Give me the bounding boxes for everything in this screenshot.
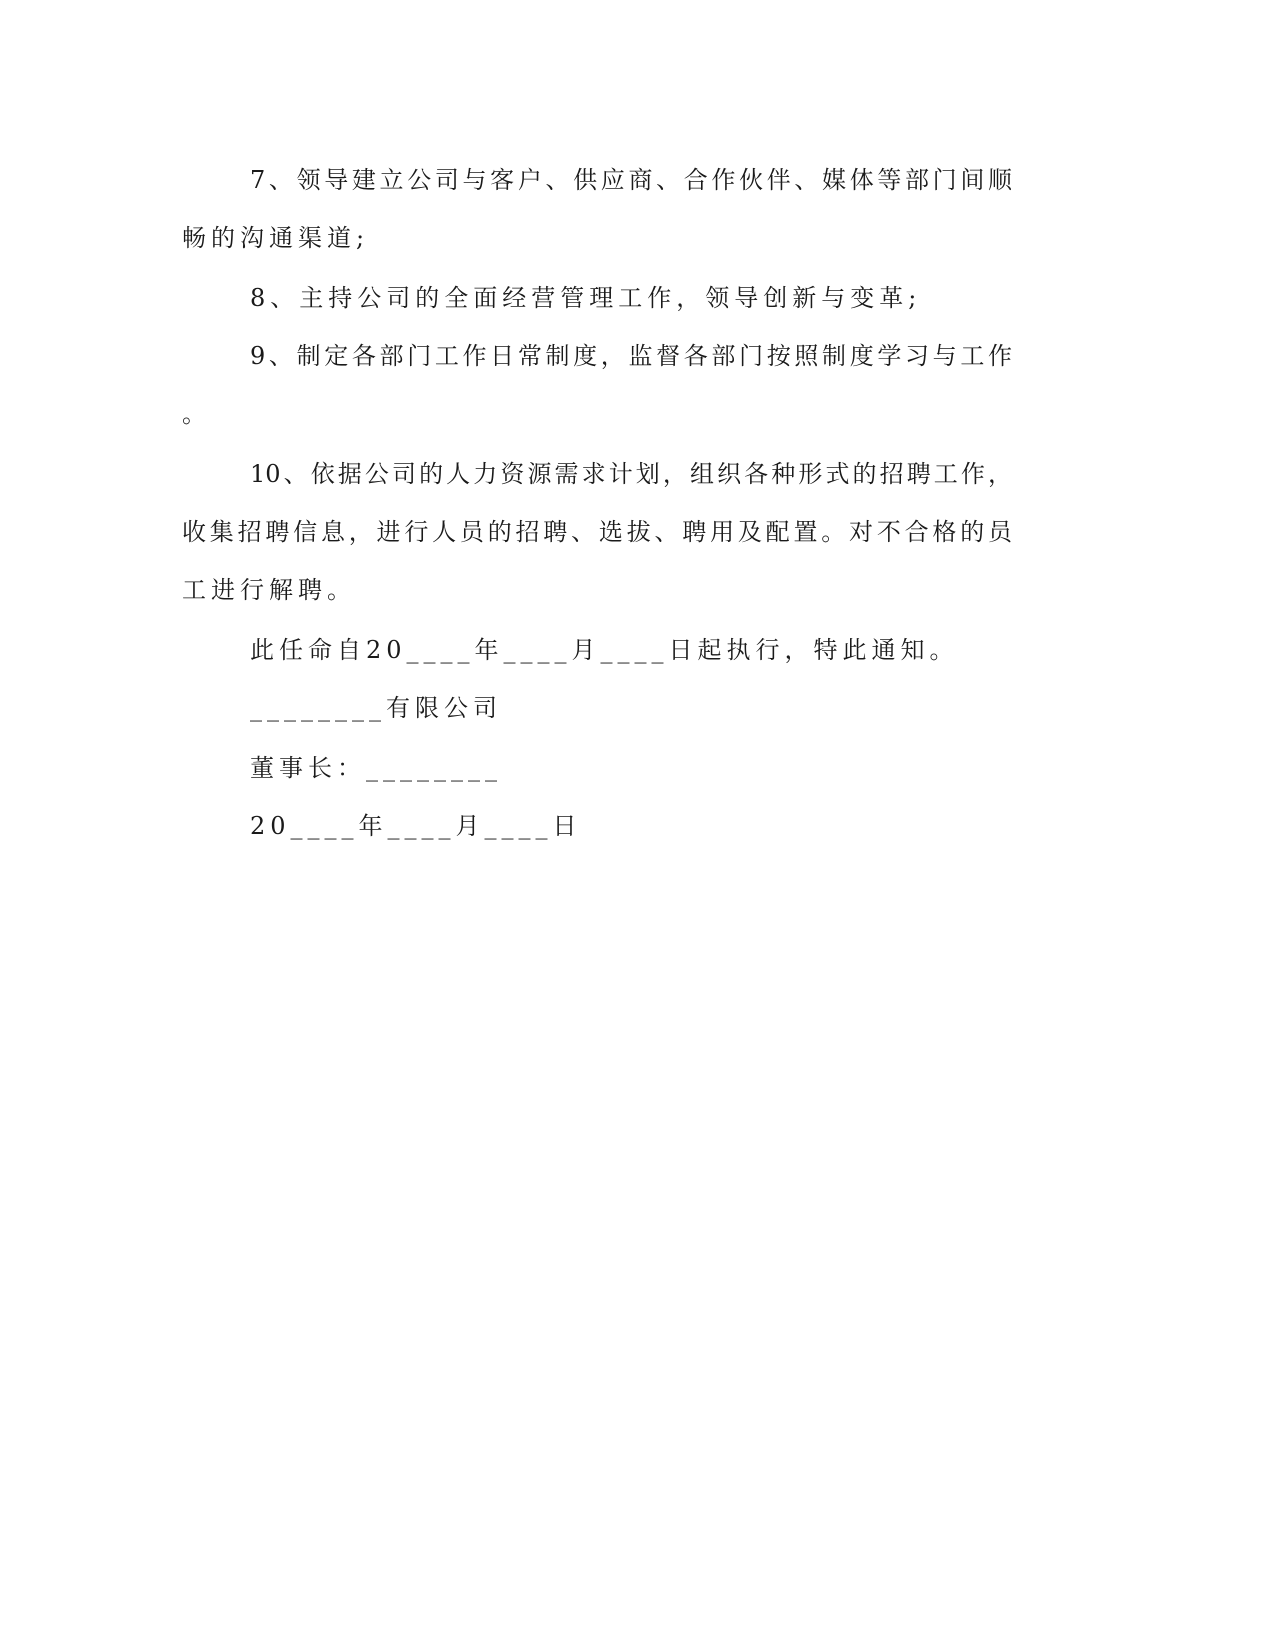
- signature-date: 20____年____月____日: [250, 812, 582, 840]
- company-name: ________有限公司: [250, 694, 502, 722]
- item-10-line-1: 10、依据公司的人力资源需求计划，组织各种形式的招聘工作，: [250, 460, 1012, 488]
- item-7-line-2: 畅的沟通渠道;: [182, 224, 370, 252]
- chairman-signature: 董事长：________: [250, 754, 502, 782]
- item-9-line-1: 9、制定各部门工作日常制度，监督各部门按照制度学习与工作: [250, 342, 1012, 370]
- item-7-line-1: 7、领导建立公司与客户、供应商、合作伙伴、媒体等部门间顺: [250, 166, 1012, 194]
- item-8-line-1: 8、主持公司的全面经营管理工作，领导创新与变革;: [250, 284, 922, 312]
- item-9-line-2: 。: [182, 400, 211, 428]
- item-10-line-2: 收集招聘信息，进行人员的招聘、选拔、聘用及配置。对不合格的员: [182, 518, 1012, 546]
- item-10-line-3: 工进行解聘。: [182, 576, 356, 604]
- effective-notice: 此任命自20____年____月____日起执行，特此通知。: [250, 636, 959, 664]
